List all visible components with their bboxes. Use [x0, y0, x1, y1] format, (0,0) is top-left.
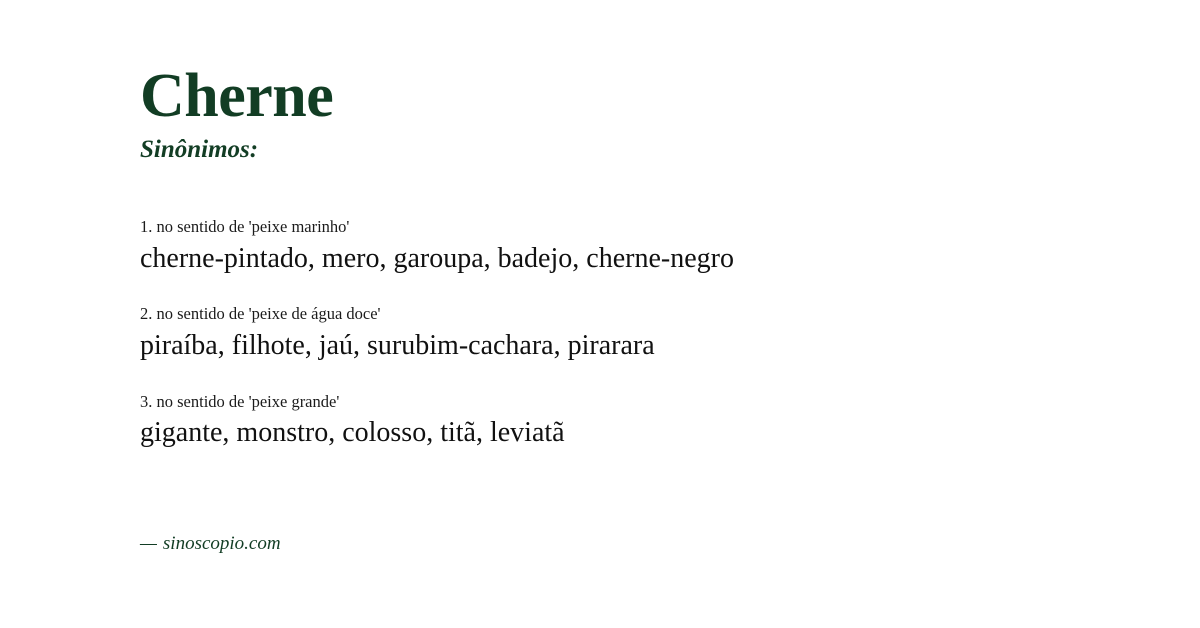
sense-label: 2. no sentido de 'peixe de água doce' [140, 304, 381, 324]
list-item [140, 216, 1060, 277]
sense-label: 1. no sentido de 'peixe marinho' [140, 217, 350, 237]
sense-synonyms: piraíba, filhote, jaú, surubim-cachara, pirarara [140, 329, 655, 361]
section-label: Sinônimos: [140, 136, 259, 164]
sense-synonyms: gigante, monstro, colosso, titã, leviatã [140, 417, 565, 449]
list-item [140, 391, 1060, 452]
senses-list [140, 216, 1060, 452]
source-name: sinoscopio.com [162, 533, 281, 554]
list-item [140, 303, 1060, 364]
source-attribution [140, 533, 281, 555]
em-dash: — [140, 533, 157, 554]
sense-synonyms: cherne-pintado, mero, garoupa, badejo, cherne-negro [140, 242, 734, 274]
page-title: Cherne [140, 62, 334, 130]
sense-label: 3. no sentido de 'peixe grande' [140, 391, 340, 411]
